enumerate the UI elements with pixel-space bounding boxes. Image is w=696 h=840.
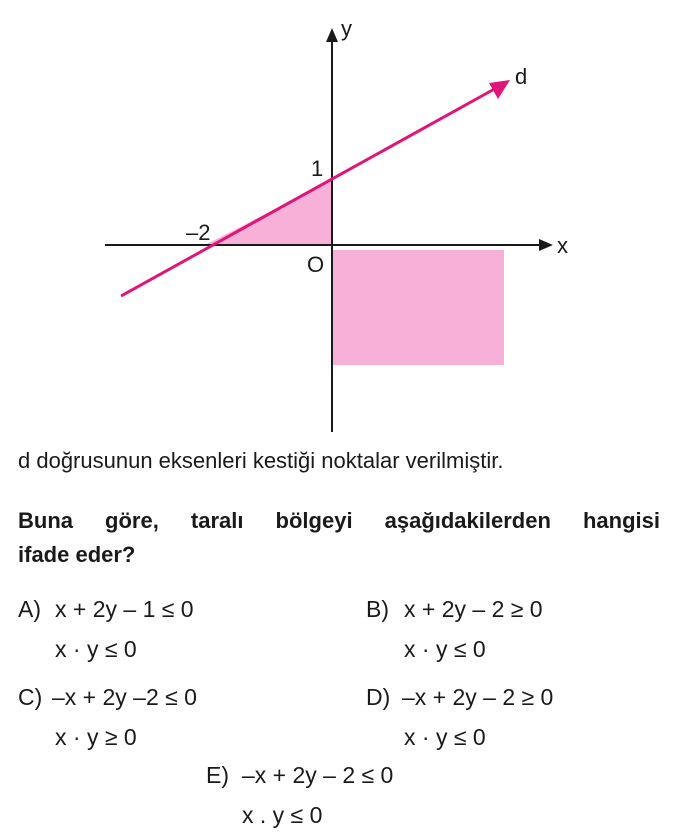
option-b-inequality-2: x · y ≤ 0 — [404, 636, 486, 662]
shaded-region-rectangle — [332, 250, 504, 365]
option-c-letter[interactable]: C) — [18, 684, 43, 710]
option-c-inequality-1: –x + 2y –2 ≤ 0 — [52, 684, 197, 710]
option-b-letter[interactable]: B) — [366, 596, 389, 622]
origin-label: O — [307, 252, 325, 277]
option-e-inequality-1: –x + 2y – 2 ≤ 0 — [242, 762, 394, 788]
option-a-inequality-2: x · y ≤ 0 — [55, 636, 137, 662]
question-line-1: Buna göre, taralı bölgeyi aşağıdakilerden hangisi — [18, 508, 660, 533]
x-intercept-label: –2 — [186, 220, 211, 245]
y-axis-arrow-icon — [326, 28, 338, 42]
option-a-inequality-1: x + 2y – 1 ≤ 0 — [55, 596, 194, 622]
line-d-label: d — [515, 64, 528, 89]
question-line-2: ifade eder? — [18, 542, 136, 567]
option-d-letter[interactable]: D) — [366, 684, 391, 710]
problem-statement: d doğrusunun eksenleri kestiği noktalar verilmiştir. — [18, 448, 504, 473]
x-axis-arrow-icon — [539, 239, 553, 251]
y-axis-label: y — [341, 16, 352, 41]
option-c-inequality-2: x · y ≥ 0 — [55, 724, 137, 750]
y-intercept-label: 1 — [311, 156, 324, 181]
option-e-inequality-2: x . y ≤ 0 — [242, 802, 323, 828]
option-d-inequality-2: x · y ≤ 0 — [404, 724, 486, 750]
option-a-letter[interactable]: A) — [18, 596, 41, 622]
x-axis-label: x — [557, 233, 568, 258]
option-b-inequality-1: x + 2y – 2 ≥ 0 — [404, 596, 543, 622]
option-e-letter[interactable]: E) — [206, 762, 229, 788]
option-d-inequality-1: –x + 2y – 2 ≥ 0 — [402, 684, 554, 710]
